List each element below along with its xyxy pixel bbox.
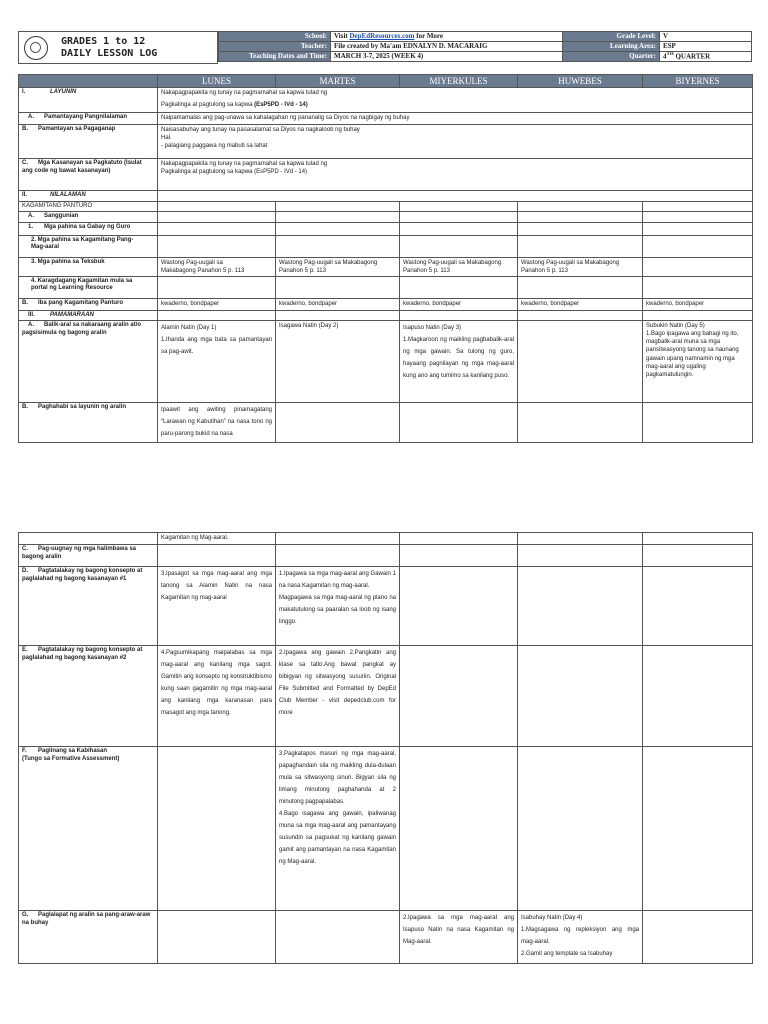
teacher-label: Teacher: xyxy=(219,42,331,52)
row-kagamitang-pang: 2. Mga pahina sa Kagamitang Pang- Mag-aaral xyxy=(19,235,753,257)
teacher-value: File created by Ma'am EDNALYN D. MACARAIG xyxy=(331,42,563,52)
row-pag-uugnay: C. Pag-uugnay ng mga halimbawa sa bagong aralin xyxy=(19,545,753,567)
dates-label: Teaching Dates and Time: xyxy=(219,52,331,62)
grade-value: V xyxy=(660,32,752,42)
row-pagtatalakay-2: E. Pagtatalakay ng bagong konsepto at paglalahad ng bagong kasanayan #2 4.Pagsumikapang maipalabas sa mga mag-aaral ang kanilang mga sagot. Gamitin ang konsepto ng konstruktibismo kung saan gagamitin ng mga mag-aaral ang kanilang mga karanasan para masagot ang mga tanong. 2.Ipagawa ang gawain 2.Pangkatin ang klase sa tatlo.Ang bawat pangkat ay bibigyan ng sitwasyong susuriin. Original File Submitted and Formatted by DepEd Club Member - visit depedclub.com for more xyxy=(19,646,753,747)
grade-label: Grade Level: xyxy=(563,32,660,42)
quarter-label: Quarter: xyxy=(563,52,660,62)
quarter-value: 4TH QUARTER xyxy=(660,52,752,62)
area-value: ESP xyxy=(660,42,752,52)
row-continued: Kagamitan ng Mag-aaral. xyxy=(19,533,753,545)
row-paghahabi: B. Paghahabi sa layunin ng aralin Ipaawit ang awiting pinamagatang “Larawan ng Kabutihan” na nasa tono ng paru-parong bukid na nasa xyxy=(19,403,753,443)
day-header-martes: MARTES xyxy=(276,75,400,88)
school-label: School: xyxy=(219,32,331,42)
header-title-box xyxy=(18,31,218,64)
dates-value: MARCH 3-7, 2025 (WEEK 4) xyxy=(331,52,563,62)
row-paglinang: F. Paglinang sa Kabihasan (Tungo sa Formative Assessment) 3.Pagkatapos masuri ng mga mag-aaral, papaghandain sila ng maikling dula-dulaan mula sa sitwasyong sinuri. Bigyan sila ng limang minutong paghahanda at 2 minutong pagpapalabas. 4.Bago isagawa ang gawain, ipaliwanag muna sa mga mag-aaral ang pamantayang susundin sa pagsukat ng kanilang gawain gamit ang pamantayan na nasa Kagamitan ng Mag-aaral. xyxy=(19,747,753,911)
day-header-lunes: LUNES xyxy=(158,75,276,88)
depedresources-link[interactable]: DepEdResources.com xyxy=(349,32,415,40)
row-balik-aral: A. Balik-aral sa nakaraang aralin at/o pagsisimula ng bagong aralin Alamin Natin (Day 1) 1.Ihanda ang mga bata sa pamantayan sa pag-awit. Isagawa Natin (Day 2) Isapuso Natin (Day 3) 1.Magkaroon ng maikling pagbabalik-aral ng mga gawain. Sa tulong ng guro, hayaang pagnilayan ng mga mag-aaral kung ano ang tumimo sa kanilang puso. Subukin Natin (Day 5) 1.Bago ipagawa ang bahagi ng ito, magbalik-aral muna sa mga pansitwasyong tanong sa naunang gawain upang namnamin ng mga mag-aaral ang ugaling pagkamatulungin. xyxy=(19,321,753,403)
row-paglalapat: G. Paglalapat ng aralin sa pang-araw-araw na buhay 2.Ipagawa sa mga mag-aaral ang Isapuso Natin na nasa Kagamitan ng Mag-aaral. Isabuhay Natin (Day 4) 1.Magsagawa ng repleksiyon ang mga mag-aaral. 2.Gamit ang template sa Isabuhay xyxy=(19,911,753,964)
corner-header xyxy=(19,75,158,88)
row-pagganap: B. Pamantayan sa Pagaganap Naisasabuhay ang tunay na pasasalamat sa Diyos na nagkaloob ng buhay Hal. - palagiang paggawa ng mabuti sa lahat xyxy=(19,125,753,159)
deped-seal-logo xyxy=(24,36,48,60)
lesson-log-table-continued xyxy=(18,532,753,964)
row-kagamitan: KAGAMITANG PANTURO xyxy=(19,201,753,212)
header-info-table xyxy=(218,31,752,62)
area-label: Learning Area: xyxy=(563,42,660,52)
row-iba-pang: B. Iba pang Kagamitang Panturo kwaderno, bondpaper kwaderno, bondpaper kwaderno, bondpaper kwaderno, bondpaper kwaderno, bondpaper xyxy=(19,298,753,310)
day-header-biyernes: BIYERNES xyxy=(643,75,753,88)
row-karagdagang: 4. Karagdagang Kagamitan mula sa portal ng Learning Resource xyxy=(19,276,753,298)
row-teksbuk: 3. Mga pahina sa Teksbuk Wastong Pag-uugali sa Makabagong Panahon 5 p. 113 Wastong Pag-uugali sa Makabagong Panahon 5 p. 113 Wastong Pag-uugali sa Makabagong Panahon 5 p. 113 Wastong Pag-uugali sa Makabagong Panahon 5 p. 113 xyxy=(19,257,753,276)
row-layunin: I. LAYUNIN Nakapagpapakita ng tunay na pagmamahal sa kapwa tulad ng Pagkalinga at pagtulong sa kapwa (EsP5PD - IVd - 14) xyxy=(19,88,753,113)
row-gabay: 1. Mga pahina sa Gabay ng Guro xyxy=(19,222,753,235)
row-sanggunian: A. Sanggunian xyxy=(19,212,753,223)
row-pamamaraan: III. PAMAMARAAN xyxy=(19,310,753,321)
title-line1: GRADES 1 to 12 xyxy=(61,36,146,47)
row-nilalaman: II. NILALAMAN xyxy=(19,191,753,202)
row-kasanayan: C. Mga Kasanayan sa Pagkatuto (Isulat ang code ng bawat kasanayan) Nakapagpapakita ng tunay na pagmamahal sa kapwa tulad ng Pagkalinga at pagtulong sa kapwa (EsP5PD - IVd - 14) xyxy=(19,159,753,191)
day-header-huwebes: HUWEBES xyxy=(518,75,643,88)
row-pagtatalakay-1: D. Pagtatalakay ng bagong konsepto at paglalahad ng bagong kasanayan #1 3.Ipasagot sa mga mag-aaral ang mga tanong sa Alamin Natin na nasa Kagamitan ng mag-aaral 1.Ipagawa sa mga mag-aaral ang Gawain 1 na nasa Kagamitan ng mag-aaral. Magpagawa sa mga mag-aaral ng plano na makatutulong sa paaralan sa loob ng isang linggo. xyxy=(19,567,753,646)
day-header-miyerkules: MIYERKULES xyxy=(400,75,518,88)
title-line2: DAILY LESSON LOG xyxy=(61,48,158,59)
row-pangnilalaman: A. Pamantayang Pangnilalaman Naipamamalas ang pag-unawa sa kahalagahan ng pananalig sa Diyos na nagbigay ng buhay xyxy=(19,113,753,125)
lesson-log-table xyxy=(18,74,753,443)
school-value: Visit DepEdResources.com for More xyxy=(331,32,563,42)
